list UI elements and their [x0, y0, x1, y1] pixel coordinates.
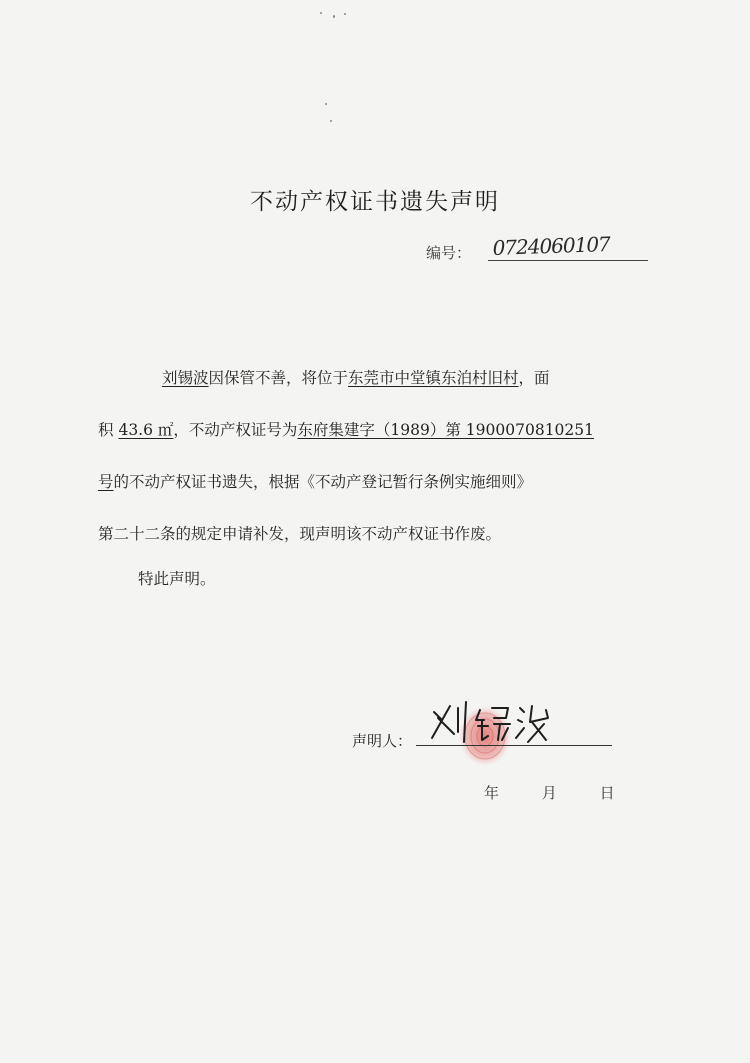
signature-underline	[416, 745, 612, 746]
property-location: 东莞市中堂镇东泊村旧村	[348, 369, 519, 387]
year-label: 年	[484, 784, 500, 802]
certificate-number: 东府集建字（1989）第 1900070810251	[297, 421, 594, 439]
body-text-segment: 积	[98, 421, 114, 439]
handwritten-number: 0724060107	[492, 231, 611, 260]
declarant-label: 声明人：	[352, 732, 413, 750]
property-area: 43.6 ㎡	[118, 421, 174, 439]
document-number-row	[426, 231, 656, 268]
body-line-2	[98, 404, 668, 456]
declarant-block	[352, 700, 622, 760]
statement-body	[98, 352, 668, 560]
body-line-3	[98, 456, 668, 508]
number-underline	[488, 260, 648, 261]
body-line-4: 第二十二条的规定申请补发，现声明该不动产权证书作废。	[98, 525, 502, 543]
scan-speck	[325, 103, 327, 105]
body-text-segment: ，面	[518, 369, 550, 387]
closing-statement: 特此声明。	[138, 570, 216, 588]
scan-speck	[330, 120, 332, 122]
body-text-segment: 号	[98, 473, 114, 491]
scan-speck	[333, 15, 335, 18]
month-label: 月	[541, 784, 557, 802]
body-text-segment: 的不动产权证书遗失，根据《不动产登记暂行条例实施细则》	[113, 473, 533, 491]
owner-name: 刘锡波	[162, 369, 209, 387]
body-line-1	[98, 352, 668, 404]
scan-speck	[344, 13, 346, 15]
date-line	[484, 782, 615, 803]
day-label: 日	[599, 784, 615, 802]
handwritten-signature	[428, 698, 568, 748]
scan-speck	[320, 12, 322, 14]
body-text-segment: 因保管不善，将位于	[208, 369, 349, 387]
number-label: 编号：	[426, 244, 472, 262]
document-title: 不动产权证书遗失声明	[250, 189, 500, 215]
body-text-segment: ，不动产权证号为	[173, 421, 298, 439]
